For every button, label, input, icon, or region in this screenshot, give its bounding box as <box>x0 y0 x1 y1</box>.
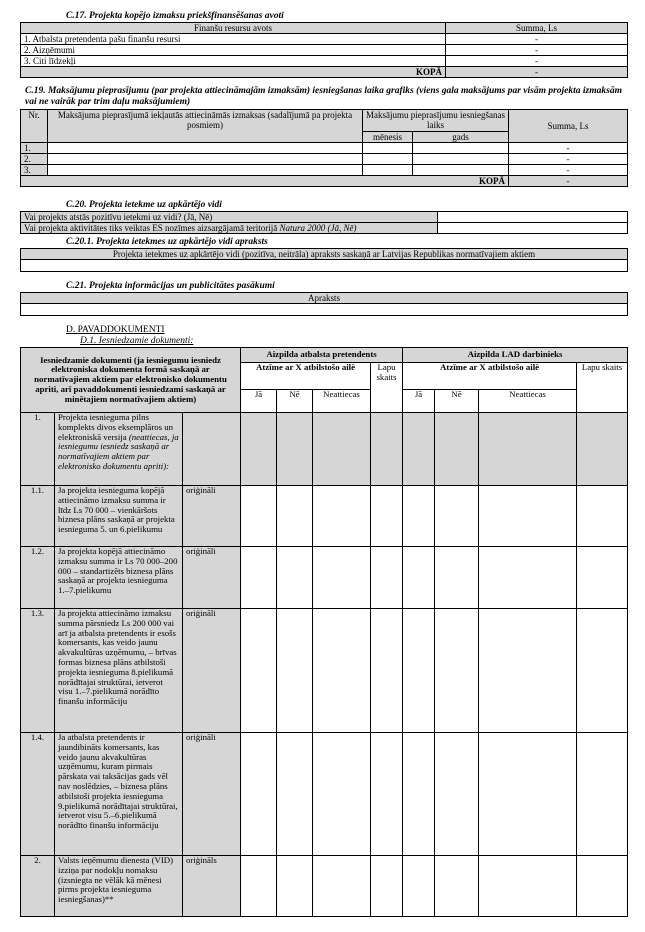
c19-row-nr: 3. <box>21 165 48 176</box>
d-row-nr: 1.1. <box>21 486 55 547</box>
c19-row <box>21 143 628 154</box>
c19-col-nr: Nr. <box>21 110 48 143</box>
c19-row-value[interactable]: - <box>509 165 628 176</box>
d-document-row <box>21 733 628 856</box>
c17-total-value: - <box>446 67 628 78</box>
d-row-type: oriģināls <box>183 856 241 917</box>
c19-col-time: Maksājumu pieprasījumu iesniegšanas laiks <box>363 110 509 132</box>
d-cell-na[interactable] <box>313 547 371 609</box>
d-cell-pages[interactable] <box>371 856 403 917</box>
d-heading: D. PAVADDOKUMENTI <box>66 325 165 335</box>
d-cell-na[interactable] <box>313 733 371 856</box>
d-cell-na-lad[interactable] <box>479 856 577 917</box>
d-col-mark-lad: Atzīme ar X atbilstošo ailē <box>403 363 577 390</box>
c201-table <box>20 248 628 272</box>
c19-row-nr: 2. <box>21 154 48 165</box>
d-cell-na[interactable] <box>313 486 371 547</box>
c19-row-nr: 1. <box>21 143 48 154</box>
d-row-text: Ja atbalsta pretendents ir jaundibināts komersants, kas veido jaunu akvakultūras uzņēmumu, kuram pirmais pārskata vai taksācijas gads vēl nav noslēdzies, – biznesa plāns atbilstoši projekta iesnieguma 9.pielikumā norādītajai struktūrai, ietverot visu 5.–6.pielikumā norādīto finanšu informāciju <box>55 733 183 856</box>
d-cell-pages[interactable] <box>371 486 403 547</box>
c19-table <box>20 109 628 187</box>
d-cell-pages <box>371 413 403 486</box>
c19-row <box>21 165 628 176</box>
c20-question-natura <box>21 223 438 234</box>
c17-col-source: Finanšu resursu avots <box>21 23 446 34</box>
d-row-text-italic: (neattiecas, ja iesniegumu iesniedz saskaņā ar normatīvajiem aktiem par elektronisko dokumentu apriti): <box>58 431 179 471</box>
d-row-nr: 1.2. <box>21 547 55 609</box>
d-cell-na-lad[interactable] <box>479 547 577 609</box>
d-cell-na[interactable] <box>313 609 371 733</box>
c201-heading: C.20.1. Projekta ietekmes uz apkārtējo vidi apraksts <box>66 237 268 247</box>
d-cell-yes[interactable] <box>241 547 277 609</box>
d-row-nr: 1.3. <box>21 609 55 733</box>
c201-label: Projekta ietekmes uz apkārtējo vidi (pozitīva, neitrāla) apraksts saskaņā ar Latvijas Republikas normatīvajiem aktiem <box>21 249 628 260</box>
c19-row-desc[interactable] <box>48 143 363 154</box>
c19-col-sum: Summa, Ls <box>509 110 628 143</box>
d-row-text-main: Projekta iesnieguma pilns komplekts divos eksemplāros un elektroniskā versija <box>58 412 174 442</box>
c17-row <box>21 56 628 67</box>
d-col-lad: Aizpilda LAD darbinieks <box>403 348 628 363</box>
d-document-row <box>21 486 628 547</box>
section-c17 <box>20 11 628 78</box>
d-cell-pages-lad[interactable] <box>577 486 628 547</box>
d-document-row <box>21 547 628 609</box>
c19-heading: C.19. Maksājumu pieprasījumu (par projekta attiecināmajām izmaksām) iesniegšanas laika grafiks (viens gala maksājums par visām projekta izmaksām vai ne vairāk par trim daļu maksājumiem) <box>25 86 622 107</box>
d-cell-pages-lad[interactable] <box>577 547 628 609</box>
c17-row-label: 1. Atbalsta pretendenta pašu finanšu resursi <box>21 34 446 45</box>
section-c21 <box>20 281 628 316</box>
d-row-text: Ja projekta kopējā attiecināmo izmaksu summa ir Ls 70 000–200 000 – standartizēts biznesa plāns saskaņā ar projekta iesnieguma 1.–7.pielikumu <box>55 547 183 609</box>
c19-row-desc[interactable] <box>48 154 363 165</box>
d-cell-na-lad[interactable] <box>479 609 577 733</box>
d-row-text: Valsts ieņēmumu dienesta (VID) izziņa par nodokļu nomaksu (izsniegta ne vēlāk kā mēnesi pirms projekta iesnieguma iesniegšanas)** <box>55 856 183 917</box>
d-row-nr: 2. <box>21 856 55 917</box>
d-cell-pages-lad[interactable] <box>577 856 628 917</box>
d-col-pages-lad: Lapu skaits <box>577 363 628 413</box>
d-col-yes: Jā <box>241 390 277 413</box>
d-row-nr: 1.4. <box>21 733 55 856</box>
d-col-mark: Atzīme ar X atbilstošo ailē <box>241 363 371 390</box>
d-cell-no[interactable] <box>277 547 313 609</box>
d-cell-yes[interactable] <box>241 733 277 856</box>
d-cell-no-lad[interactable] <box>435 547 479 609</box>
d-cell-yes[interactable] <box>241 486 277 547</box>
d-row-type: oriģināli <box>183 486 241 547</box>
d-cell-pages[interactable] <box>371 733 403 856</box>
d-cell-pages-lad[interactable] <box>577 733 628 856</box>
c19-row-desc[interactable] <box>48 165 363 176</box>
d-cell-yes[interactable] <box>241 609 277 733</box>
d-document-row <box>21 609 628 733</box>
c17-table <box>20 22 628 78</box>
c19-col-year: gads <box>413 132 509 143</box>
d-col-pages: Lapu skaits <box>371 363 403 413</box>
d-col-no-lad: Nē <box>435 390 479 413</box>
d-cell-no[interactable] <box>277 486 313 547</box>
d-cell-no[interactable] <box>277 856 313 917</box>
d-cell-na[interactable] <box>313 856 371 917</box>
d-cell-pages-lad <box>577 413 628 486</box>
d-document-row <box>21 856 628 917</box>
c17-row <box>21 45 628 56</box>
c17-col-sum: Summa, Ls <box>446 23 628 34</box>
d-cell-yes-lad[interactable] <box>403 733 435 856</box>
d-cell-pages[interactable] <box>371 547 403 609</box>
c21-description-field[interactable] <box>21 304 628 316</box>
d-cell-no-lad[interactable] <box>435 733 479 856</box>
d-cell-no[interactable] <box>277 733 313 856</box>
section-c19 <box>20 86 628 187</box>
c19-row-month[interactable] <box>363 154 413 165</box>
d-row-text: Ja projekta iesnieguma kopējā attiecināmo izmaksu summa ir līdz Ls 70 000 – vienkāršots biznesa plāns saskaņā ar projekta iesnieguma 5. un 6.pielikumu <box>55 486 183 547</box>
d-row-nr: 1. <box>21 413 55 486</box>
d-cell-yes-lad[interactable] <box>403 856 435 917</box>
d-cell-no-lad[interactable] <box>435 486 479 547</box>
d-cell-yes-lad[interactable] <box>403 609 435 733</box>
c19-row-value[interactable]: - <box>509 143 628 154</box>
d-row-type: oriģināli <box>183 733 241 856</box>
c19-row-year[interactable] <box>413 143 509 154</box>
d-cell-no[interactable] <box>277 609 313 733</box>
d-cell-yes[interactable] <box>241 856 277 917</box>
c17-row-label: 2. Aizņēmumi <box>21 45 446 56</box>
c19-total-value: - <box>509 176 628 187</box>
c19-total-label: KOPĀ <box>21 176 509 187</box>
c20-question-positive: Vai projekts atstās pozitīvu ietekmi uz vidi? (Jā, Nē) <box>21 212 438 223</box>
c21-table <box>20 292 628 316</box>
c201-description-field[interactable] <box>21 260 628 272</box>
c20-heading: C.20. Projekta ietekme uz apkārtējo vidi <box>66 200 222 210</box>
d-cell-pages-lad[interactable] <box>577 609 628 733</box>
d-cell-no-lad[interactable] <box>435 609 479 733</box>
c17-row-value[interactable]: - <box>446 56 628 67</box>
d-col-na: Neattiecas <box>313 390 371 413</box>
section-d <box>20 325 628 917</box>
d-row-type <box>183 413 241 486</box>
c17-total-label: KOPĀ <box>21 67 446 78</box>
c19-col-desc: Maksājuma pieprasījumā iekļautās attiecināmās izmaksas (sadalījumā pa projekta posmiem) <box>48 110 363 143</box>
c20-table <box>20 211 628 234</box>
section-c201 <box>20 237 628 272</box>
d-cell-yes-lad <box>403 413 435 486</box>
d-row-type: oriģināli <box>183 609 241 733</box>
c19-row <box>21 154 628 165</box>
c19-row-month[interactable] <box>363 143 413 154</box>
d-cell-yes-lad[interactable] <box>403 486 435 547</box>
d-col-documents: Iesniedzamie dokumenti (ja iesniegumu iesniedz elektroniska dokumenta formā saskaņā ar normatīvajiem aktiem par elektronisko dokumentu apriti, arī pavaddokumenti iesniedzami saskaņā ar minētajiem normatīvajiem aktiem) <box>21 348 241 413</box>
d-col-na-lad: Neattiecas <box>479 390 577 413</box>
d-cell-na-lad <box>479 413 577 486</box>
c19-row-value[interactable]: - <box>509 154 628 165</box>
d-cell-na <box>313 413 371 486</box>
d-row-text <box>55 413 183 486</box>
d-row-text: Ja projekta attiecināmo izmaksu summa pārsniedz Ls 200 000 vai arī ja atbalsta pretendents ir esošs komersants, kas veido jaunu akvakultūras uzņēmumu, – brīvas formas biznesa plāns atbilstoši projekta iesnieguma 8.pielikumā norādītajai struktūrai, ietverot visu 1.–7.pielikumā norādīto finanšu informāciju <box>55 609 183 733</box>
d-col-no: Nē <box>277 390 313 413</box>
c17-row-label: 3. Citi līdzekļi <box>21 56 446 67</box>
d-cell-no-lad <box>435 413 479 486</box>
d-cell-no-lad[interactable] <box>435 856 479 917</box>
c21-label: Apraksts <box>21 293 628 304</box>
d-cell-yes <box>241 413 277 486</box>
c20-answer-positive[interactable] <box>438 212 628 223</box>
c20-question-natura-italic: Natura 2000 (Jā, Nē) <box>279 223 357 233</box>
d-cell-na-lad[interactable] <box>479 733 577 856</box>
c17-row-value[interactable]: - <box>446 34 628 45</box>
d-col-yes-lad: Jā <box>403 390 435 413</box>
c21-heading: C.21. Projekta informācijas un publicitātes pasākumi <box>66 281 275 291</box>
c17-row <box>21 34 628 45</box>
d-cell-yes-lad[interactable] <box>403 547 435 609</box>
c19-row-year[interactable] <box>413 165 509 176</box>
d-col-applicant: Aizpilda atbalsta pretendents <box>241 348 403 363</box>
d-subheading: D.1. Iesniedzamie dokumenti: <box>80 336 194 346</box>
c20-answer-natura[interactable] <box>438 223 628 234</box>
c17-row-value[interactable]: - <box>446 45 628 56</box>
c20-question-natura-text: Vai projekta aktivitātes tiks veiktas ES nozīmes aizsargājamā teritorijā <box>24 223 280 233</box>
d-documents-table <box>20 347 628 917</box>
d-cell-pages[interactable] <box>371 609 403 733</box>
c17-heading: C.17. Projekta kopējo izmaksu priekšfinansēšanas avoti <box>66 11 284 21</box>
d-row-type: oriģināli <box>183 547 241 609</box>
c19-col-month: mēnesis <box>363 132 413 143</box>
c19-row-year[interactable] <box>413 154 509 165</box>
d-cell-no <box>277 413 313 486</box>
d-cell-na-lad[interactable] <box>479 486 577 547</box>
section-c20 <box>20 200 628 234</box>
c19-row-month[interactable] <box>363 165 413 176</box>
d-document-row <box>21 413 628 486</box>
